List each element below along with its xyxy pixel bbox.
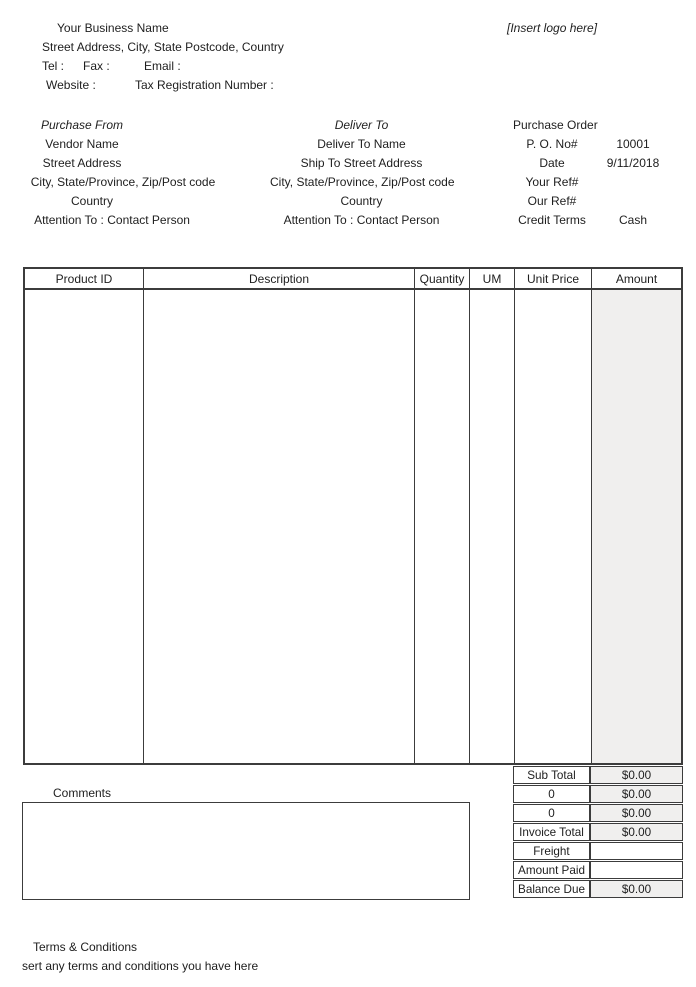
terms-title: Terms & Conditions bbox=[33, 940, 138, 954]
totals-row-balance-due bbox=[513, 880, 683, 899]
totals-row-freight bbox=[513, 842, 683, 861]
website-label: Website : bbox=[46, 78, 96, 92]
po-number-label: P. O. No# bbox=[526, 137, 578, 151]
date-value: 9/11/2018 bbox=[606, 156, 660, 170]
deliver-street: Ship To Street Address bbox=[300, 156, 423, 170]
tax2-value: $0.00 bbox=[590, 804, 683, 822]
vendor-attention: Attention To : Contact Person bbox=[34, 213, 190, 227]
logo-placeholder: [Insert logo here] bbox=[507, 21, 598, 35]
description-column-body[interactable] bbox=[144, 290, 415, 763]
fax-label: Fax : bbox=[83, 59, 110, 73]
totals-row-invoice-total bbox=[513, 823, 683, 842]
tax1-label: 0 bbox=[513, 785, 590, 803]
freight-value[interactable] bbox=[590, 842, 683, 860]
column-header-quantity: Quantity bbox=[415, 269, 470, 290]
business-address: Street Address, City, State Postcode, Country bbox=[42, 40, 284, 54]
product-id-column-body[interactable] bbox=[25, 290, 144, 763]
freight-label: Freight bbox=[513, 842, 590, 860]
column-header-product-id: Product ID bbox=[25, 269, 144, 290]
column-header-unit-price: Unit Price bbox=[515, 269, 592, 290]
comments-box[interactable] bbox=[22, 802, 470, 900]
tax2-label: 0 bbox=[513, 804, 590, 822]
purchase-from-title: Purchase From bbox=[40, 118, 124, 132]
vendor-city: City, State/Province, Zip/Post code bbox=[30, 175, 216, 189]
tax-registration-label: Tax Registration Number : bbox=[135, 78, 274, 92]
column-header-um: UM bbox=[470, 269, 515, 290]
amount-column-body bbox=[592, 290, 681, 763]
subtotal-value: $0.00 bbox=[590, 766, 683, 784]
po-number-value: 10001 bbox=[616, 137, 650, 151]
date-label: Date bbox=[539, 156, 565, 170]
deliver-attention: Attention To : Contact Person bbox=[283, 213, 440, 227]
our-ref-label: Our Ref# bbox=[527, 194, 577, 208]
business-name: Your Business Name bbox=[57, 21, 169, 35]
balance-due-value: $0.00 bbox=[590, 880, 683, 898]
vendor-name: Vendor Name bbox=[45, 137, 119, 151]
totals-row-amount-paid bbox=[513, 861, 683, 880]
line-items-table bbox=[23, 267, 683, 765]
email-label: Email : bbox=[144, 59, 181, 73]
amount-paid-label: Amount Paid bbox=[513, 861, 590, 879]
totals-row-tax1 bbox=[513, 785, 683, 804]
invoice-total-label: Invoice Total bbox=[513, 823, 590, 841]
totals-row-tax2 bbox=[513, 804, 683, 823]
terms-body: sert any terms and conditions you have here bbox=[22, 959, 259, 973]
deliver-country: Country bbox=[340, 194, 383, 208]
deliver-to-title: Deliver To bbox=[334, 118, 389, 132]
um-column-body[interactable] bbox=[470, 290, 515, 763]
comments-label: Comments bbox=[52, 786, 111, 800]
tel-label: Tel : bbox=[42, 59, 65, 73]
deliver-city: City, State/Province, Zip/Post code bbox=[270, 175, 455, 189]
quantity-column-body[interactable] bbox=[415, 290, 470, 763]
amount-paid-value[interactable] bbox=[590, 861, 683, 879]
credit-terms-label: Credit Terms bbox=[518, 213, 586, 227]
column-header-amount: Amount bbox=[592, 269, 681, 290]
column-header-description: Description bbox=[144, 269, 415, 290]
unit-price-column-body[interactable] bbox=[515, 290, 592, 763]
balance-due-label: Balance Due bbox=[513, 880, 590, 898]
tax1-value: $0.00 bbox=[590, 785, 683, 803]
totals-row-subtotal bbox=[513, 766, 683, 785]
credit-terms-value: Cash bbox=[618, 213, 647, 227]
your-ref-label: Your Ref# bbox=[525, 175, 579, 189]
vendor-country: Country bbox=[70, 194, 114, 208]
vendor-street: Street Address bbox=[42, 156, 122, 170]
subtotal-label: Sub Total bbox=[513, 766, 590, 784]
invoice-total-value: $0.00 bbox=[590, 823, 683, 841]
deliver-name: Deliver To Name bbox=[317, 137, 406, 151]
purchase-order-title: Purchase Order bbox=[513, 118, 598, 132]
